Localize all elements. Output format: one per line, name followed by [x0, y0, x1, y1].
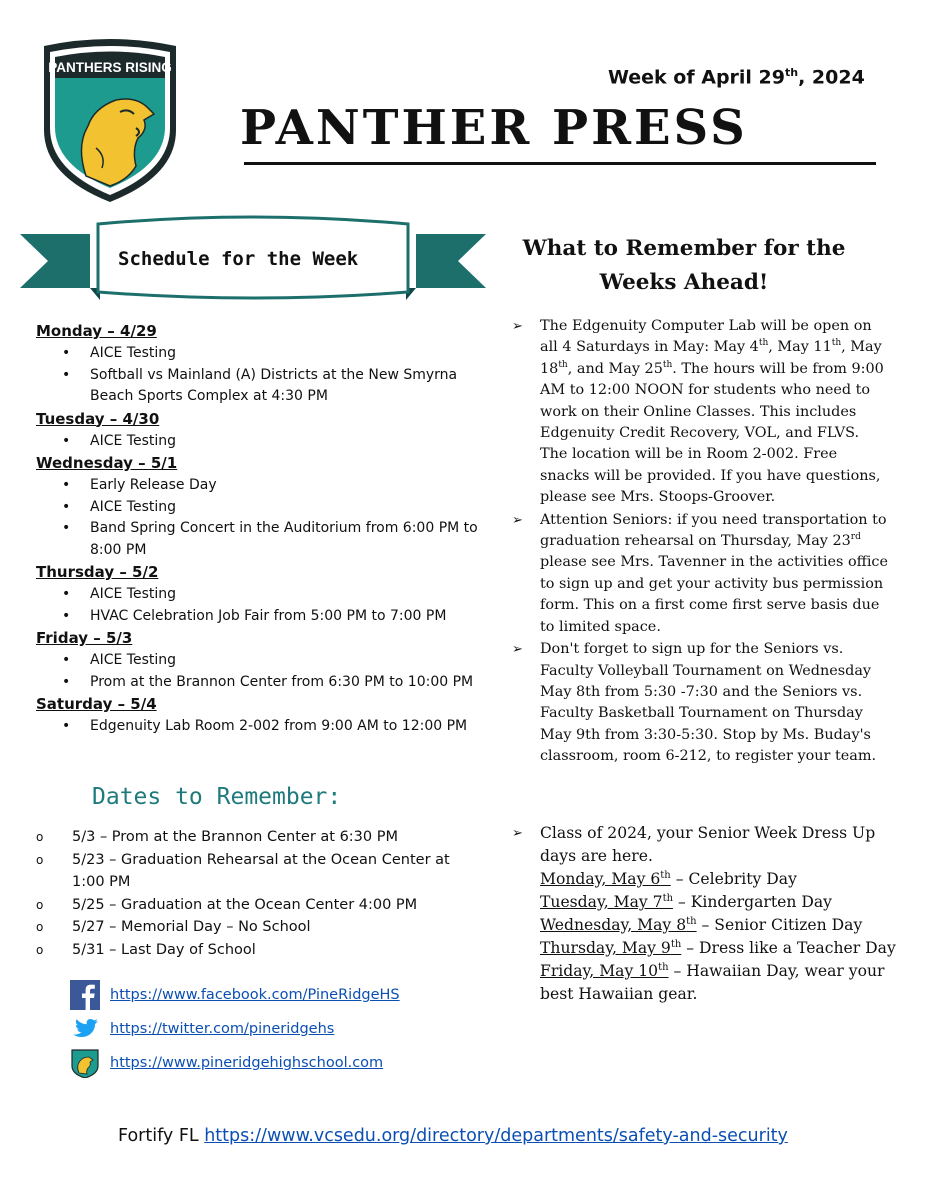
senior-week-day: Wednesday, May 8th – Senior Citizen Day: [540, 915, 863, 934]
list-item: ➢ Attention Seniors: if you need transportation to graduation rehearsal on Thursday, May 23rd please see Mrs. Tavenner in the activities office to sign up and get your activity bus permission form. This on a first come first serve basis due to limited space.: [510, 510, 890, 638]
fortify-label: Fortify FL: [118, 1126, 205, 1146]
list-item: • Edgenuity Lab Room 2-002 from 9:00 AM to 12:00 PM: [36, 716, 486, 738]
list-item: o 5/27 – Memorial Day – No School: [36, 916, 476, 939]
twitter-link[interactable]: https://twitter.com/pineridgehs: [110, 1021, 335, 1037]
facebook-icon: [70, 980, 100, 1010]
event-list: [36, 650, 486, 693]
list-item: ➢ Don't forget to sign up for the Seniors vs. Faculty Volleyball Tournament on Wednesday May 8th from 5:30 -7:30 and the Seniors vs. Faculty Basketball Tournament on Thursday May 9th from 3:30-5:30. Stop by Ms. Buday's classroom, room 6-212, to register your team.: [510, 639, 890, 767]
website-link[interactable]: https://www.pineridgehighschool.com: [110, 1055, 384, 1071]
list-item: ➢ The Edgenuity Computer Lab will be open on all 4 Saturdays in May: May 4th, May 11th, May 18th, and May 25th. The hours will be from 9:00 AM to 12:00 NOON for students who need to work on their Online Classes. This includes Edgenuity Credit Recovery, VOL, and FLVS. The location will be in Room 2-002. Free snacks will be provided. If you have questions, please see Mrs. Stoops-Groover.: [510, 316, 890, 509]
newsletter-title: PANTHER PRESS: [240, 100, 748, 156]
twitter-row: [70, 1014, 334, 1044]
facebook-row: [70, 980, 400, 1010]
list-item: • AICE Testing: [36, 343, 486, 365]
senior-week-list: [512, 822, 900, 1006]
day-heading: Monday – 4/29: [36, 322, 157, 340]
fortify-link[interactable]: https://www.vcsedu.org/directory/departments/safety-and-security: [204, 1126, 788, 1146]
event-list: [36, 475, 486, 561]
list-item: • AICE Testing: [36, 497, 486, 519]
logo-text: PANTHERS RISING: [48, 60, 172, 75]
list-item: • HVAC Celebration Job Fair from 5:00 PM to 7:00 PM: [36, 606, 486, 628]
senior-week-day: Monday, May 6th – Celebrity Day: [540, 869, 797, 888]
day-heading: Saturday – 5/4: [36, 695, 157, 713]
senior-week-intro: Class of 2024, your Senior Week Dress Up days are here.: [540, 824, 876, 865]
dates-list: [36, 826, 476, 961]
list-item: o 5/23 – Graduation Rehearsal at the Ocean Center at 1:00 PM: [36, 849, 476, 894]
arrow-bullet-icon: ➢: [512, 826, 523, 841]
panther-mascot-icon: [70, 1048, 100, 1078]
reminders-list: [510, 316, 890, 769]
list-item: • AICE Testing: [36, 650, 486, 672]
senior-week-day: Friday, May 10th – Hawaiian Day, wear your best Hawaiian gear.: [540, 961, 885, 1003]
list-item: • AICE Testing: [36, 431, 486, 453]
week-of-date: Week of April 29th, 2024: [608, 66, 865, 89]
reminders-heading: [514, 232, 854, 300]
event-list: [36, 431, 486, 453]
list-item: • Prom at the Brannon Center from 6:30 PM to 10:00 PM: [36, 672, 486, 694]
day-heading: Tuesday – 4/30: [36, 409, 160, 428]
fortify-footer: [118, 1126, 788, 1146]
facebook-link[interactable]: https://www.facebook.com/PineRidgeHS: [110, 987, 400, 1003]
day-heading: Wednesday – 5/1: [36, 454, 178, 472]
event-list: [36, 584, 486, 627]
list-item: o 5/3 – Prom at the Brannon Center at 6:30 PM: [36, 826, 476, 849]
twitter-bird-icon: [70, 1014, 100, 1044]
weekly-schedule: [36, 320, 486, 738]
list-item: • Softball vs Mainland (A) Districts at the New Smyrna Beach Sports Complex at 4:30 PM: [36, 365, 486, 408]
event-list: [36, 716, 486, 738]
senior-week-day: Tuesday, May 7th – Kindergarten Day: [540, 892, 832, 911]
dates-heading: Dates to Remember:: [92, 784, 342, 810]
list-item: • AICE Testing: [36, 584, 486, 606]
title-underline: [244, 162, 876, 165]
senior-week-day: Thursday, May 9th – Dress like a Teacher Day: [540, 938, 896, 957]
panthers-rising-logo: [36, 38, 184, 206]
website-row: [70, 1048, 383, 1078]
reminders-heading-line2: Weeks Ahead!: [599, 270, 769, 295]
list-item: • Band Spring Concert in the Auditorium from 6:00 PM to 8:00 PM: [36, 518, 486, 561]
reminders-heading-line1: What to Remember for the: [522, 236, 846, 261]
day-heading: Friday – 5/3: [36, 629, 133, 647]
event-list: [36, 343, 486, 408]
list-item: • Early Release Day: [36, 475, 486, 497]
list-item: o 5/25 – Graduation at the Ocean Center 4:00 PM: [36, 894, 476, 917]
schedule-heading: Schedule for the Week: [118, 248, 359, 270]
day-heading: Thursday – 5/2: [36, 563, 159, 581]
list-item: o 5/31 – Last Day of School: [36, 939, 476, 962]
